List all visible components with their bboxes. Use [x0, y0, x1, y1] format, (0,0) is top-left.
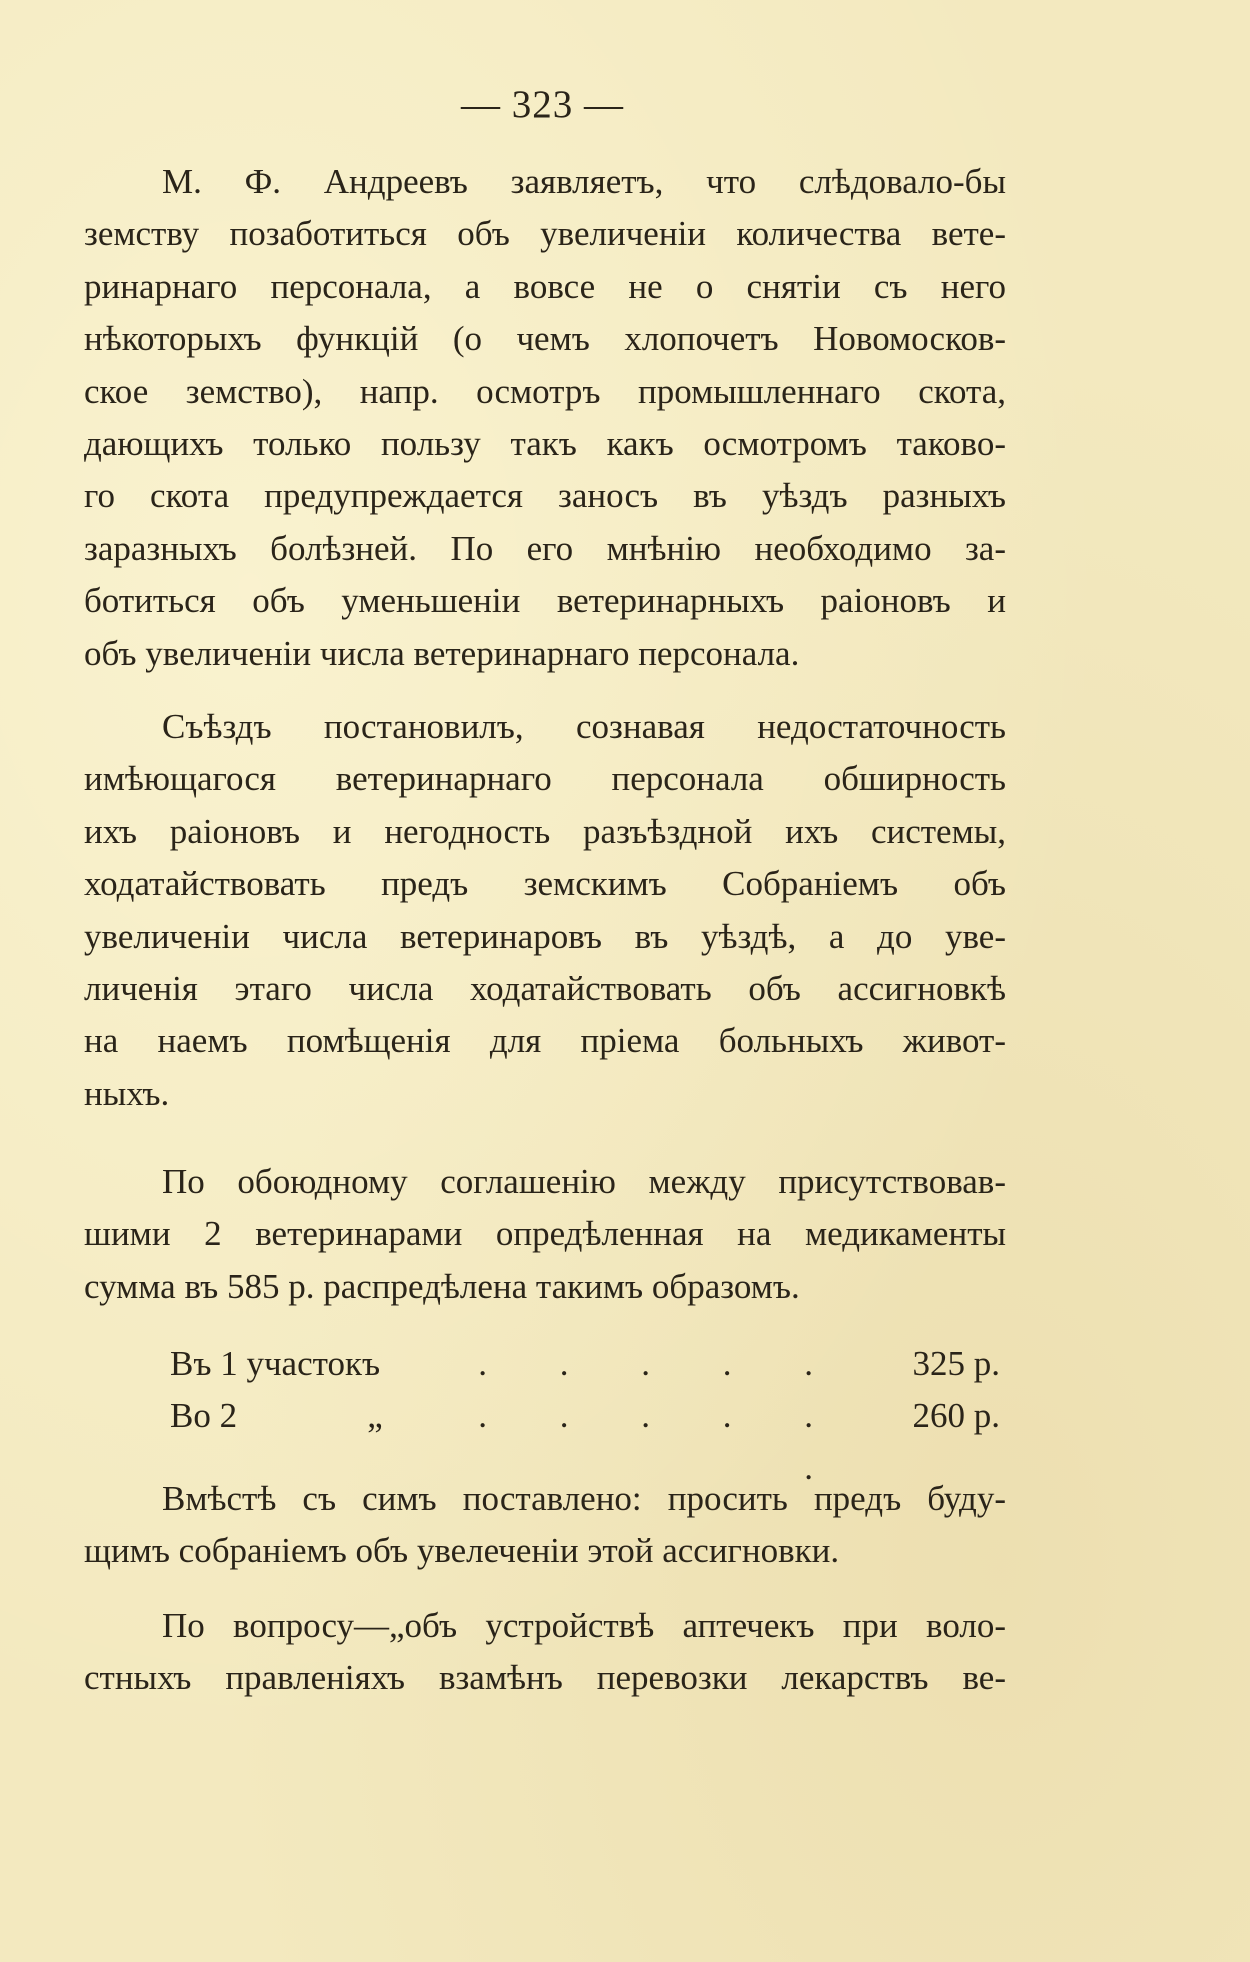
text-line: М. Ф. Андреевъ заявляетъ, что слѣдовало-бы — [162, 162, 1006, 201]
text-line: щимъ собранiемъ объ увелеченiи этой ассигновки. — [84, 1531, 840, 1571]
text-line: ихъ раiоновъ и негодность разъѣздной ихъ системы, — [84, 811, 1006, 851]
leader-dots: . . . . . . — [478, 1396, 845, 1487]
allocation-row — [170, 1338, 1000, 1390]
text-line: шими 2 ветеринарами опредѣленная на медикаменты — [84, 1214, 1006, 1254]
paragraph-andreev — [84, 156, 1006, 680]
paragraph-medicines-sum — [84, 1156, 1006, 1313]
text-line: стныхъ правленiяхъ взамѣнъ перевозки лекарствъ ве- — [84, 1658, 1006, 1698]
allocation-table — [170, 1338, 1000, 1494]
text-line: сумма въ 585 р. распредѣлена такимъ образомъ. — [84, 1266, 800, 1306]
text-line: имѣющагося ветеринарнаго персонала обширность — [84, 759, 1006, 799]
ditto-mark: „ — [367, 1396, 383, 1435]
text-line: заразныхъ болѣзней. По его мнѣнiю необходимо за- — [84, 528, 1006, 568]
text-line: увеличенiи числа ветеринаровъ въ уѣздѣ, а до уве- — [84, 916, 1006, 956]
text-line: Съѣздъ постановилъ, сознавая недостаточность — [162, 707, 1006, 746]
text-line: ныхъ. — [84, 1073, 170, 1113]
text-line: на наемъ помѣщенiя для прiема больныхъ живот- — [84, 1021, 1006, 1061]
text-line: ходатайствовать предъ земскимъ Собранiемъ объ — [84, 864, 1006, 904]
paragraph-congress-resolution — [84, 701, 1006, 1120]
leader-dots: . . . . . — [478, 1344, 845, 1383]
allocation-value: 260 р. — [912, 1396, 1000, 1435]
allocation-label: Въ 1 участокъ — [170, 1344, 381, 1383]
paragraph-petition — [84, 1473, 1006, 1578]
allocation-value: 325 р. — [912, 1344, 1000, 1383]
text-line: По вопросу—„объ устройствѣ аптечекъ при воло- — [162, 1606, 1006, 1645]
text-line: нѣкоторыхъ функцiй (о чемъ хлопочетъ Новомосков- — [84, 319, 1006, 359]
text-line: ринарнаго персонала, а вовсе не о снятiи съ него — [84, 266, 1006, 306]
text-line: ское земство), напр. осмотръ промышленнаго скота, — [84, 371, 1006, 411]
text-line: личенiя этаго числа ходатайствовать объ ассигновкѣ — [84, 969, 1006, 1009]
text-line: По обоюдному соглашенiю между присутствовав- — [162, 1162, 1006, 1201]
text-line: Вмѣстѣ съ симъ поставлено: просить предъ буду- — [162, 1479, 1006, 1518]
allocation-label: Во 2 — [170, 1396, 238, 1435]
text-line: го скота предупреждается заносъ въ уѣздъ разныхъ — [84, 476, 1006, 516]
paragraph-pharmacies — [84, 1600, 1006, 1705]
text-line: объ увеличенiи числа ветеринарнаго персонала. — [84, 633, 800, 673]
text-line: земству позаботиться объ увеличенiи количества вете- — [84, 214, 1006, 254]
page-number: — 323 — — [461, 83, 624, 126]
text-line: ботиться объ уменьшенiи ветеринарныхъ раiоновъ и — [84, 581, 1006, 621]
text-line: дающихъ только пользу такъ какъ осмотромъ таково- — [84, 424, 1006, 464]
